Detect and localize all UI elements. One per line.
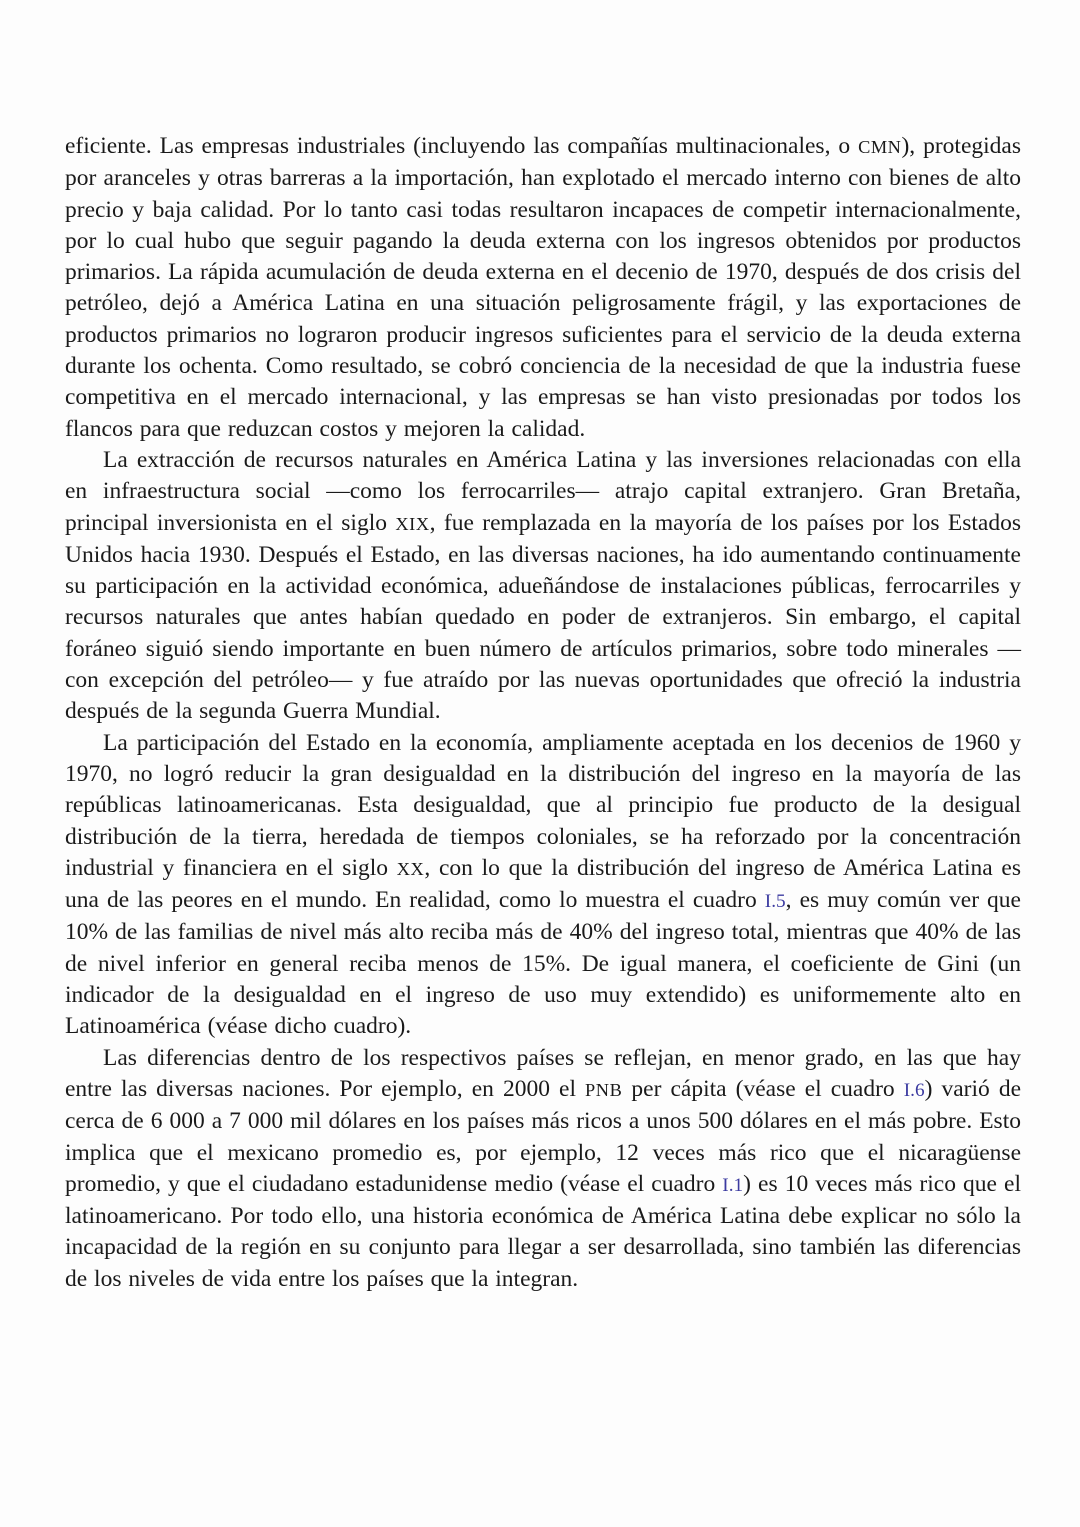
table-reference-link[interactable]: I.5 [764, 891, 786, 913]
smallcaps-abbreviation: CMN [858, 137, 902, 157]
table-reference-link[interactable]: I.1 [722, 1174, 744, 1196]
smallcaps-abbreviation: PNB [585, 1079, 623, 1100]
paragraph: eficiente. Las empresas industriales (incluyendo las compañías multinacionales, o CMN), protegidas por aranceles y otras barreras a la importación, han explotado el mercado interno con bienes de alto precio y baja calidad. Por lo tanto casi todas resultaron incapaces de competir internacionalmente, por lo cual hubo que seguir pagando la deuda externa con los ingresos obtenidos por productos primarios. La rápida acumulación de deuda externa en el decenio de 1970, después de dos crisis del petróleo, dejó a América Latina en una situación peligrosamente frágil, y las exportaciones de productos primarios no lograron producir ingresos suficientes para el servicio de la deuda externa durante los ochenta. Como resultado, se cobró conciencia de la necesidad de que la industria fuese competitiva en el mercado internacional, y las empresas se han visto presionadas por todos los flancos para que reduzcan costos y mejoren la calidad. [65, 133, 1022, 442]
paragraph: La extracción de recursos naturales en América Latina y las inversiones relacionadas con ella en infraestructura social —como los ferrocarriles— atrajo capital extranjero. Gran Bretaña, principal inversionista en el siglo XIX, fue remplazada en la mayoría de los países por los Estados Unidos hacia 1930. Después el Estado, en las diversas naciones, ha ido aumentando continuamente su participación en la actividad económica, adueñándose de instalaciones públicas, ferrocarriles y recursos naturales que antes habían quedado en poder de extranjeros. Sin embargo, el capital foráneo siguió siendo importante en buen número de artículos primarios, sobre todo minerales —con excepción del petróleo— y fue atraído por las nuevas oportunidades que ofreció la industria después de la segunda Guerra Mundial. [65, 446, 1021, 725]
paragraph: La participación del Estado en la economía, ampliamente aceptada en los decenios de 1960 y 1970, no logró reducir la gran desigualdad en la distribución del ingreso en la mayoría de las repúblicas latinoamericanas. Esta desigualdad, que al principio fue producto de la desigual distribución de la tierra, heredada de tiempos coloniales, se ha reforzado por la concentración industrial y financiera en el siglo XX, con lo que la distribución del ingreso de América Latina es una de las peores en el mundo. En realidad, como lo muestra el cuadro I.5, es muy común ver que 10% de las familias de nivel más alto reciba más de 40% del ingreso total, mientras que 40% de las de nivel inferior en general reciba menos de 15%. De igual manera, el coeficiente de Gini (un indicador de la desigualdad en el ingreso de uso muy extendido) es uniformemente alto en Latinoamérica (véase dicho cuadro). [65, 729, 1021, 1040]
smallcaps-abbreviation: XX [396, 858, 425, 879]
body-text-block [65, 131, 1021, 1295]
smallcaps-abbreviation: XIX [395, 513, 430, 534]
paragraph: Las diferencias dentro de los respectivos países se reflejan, en menor grado, en las que hay entre las diversas naciones. Por ejemplo, en 2000 el PNB per cápita (véase el cuadro I.6) varió de cerca de 6 000 a 7 000 mil dólares en los países más ricos a unos 500 dólares en el más pobre. Esto implica que el mexicano promedio es, por ejemplo, 12 veces más rico que el nicaragüense promedio, y que el ciudadano estadunidense medio (véase el cuadro I.1) es 10 veces más rico que el latinoamericano. Por todo ello, una historia económica de América Latina debe explicar no sólo la incapacidad de la región en su conjunto para llegar a ser desarrollada, sino también las diferencias de los niveles de vida entre los países que la integran. [65, 1044, 1021, 1292]
table-reference-link[interactable]: I.6 [903, 1079, 925, 1101]
